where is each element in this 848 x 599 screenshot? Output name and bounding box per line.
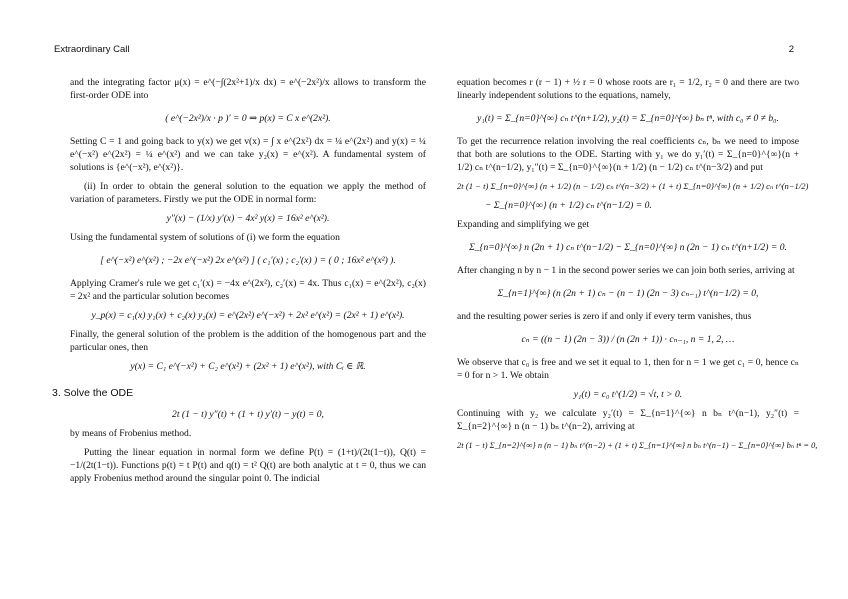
paragraph: Setting C = 1 and going back to y(x) we get v(x) = ∫ x e^(2x²) dx = ¼ e^(2x²) and y(x) = ¼ e^(−x²) e^(2x²) = ¼ e^(x²) and we can take y₂(x) = e^(x²). A fundamental system of solutions is {e^(−x²), e^(x²)}. xyxy=(70,136,426,173)
equation: cₙ = ((n − 1) (2n − 3)) / (n (2n + 1)) · cₙ₋₁, n = 1, 2, … xyxy=(521,334,735,345)
page-number: 2 xyxy=(788,44,794,55)
equation: − Σ_{n=0}^{∞} (n + 1/2) cₙ t^(n−1/2) = 0. xyxy=(485,200,652,211)
paragraph: (ii) In order to obtain the general solution to the equation we apply the method of variation of parameters. Firstly we put the ODE in normal form: xyxy=(70,181,426,205)
paragraph: and the resulting power series is zero if and only if every term vanishes, thus xyxy=(457,311,752,322)
running-header-title: Extraordinary Call xyxy=(54,44,130,55)
equation: y″(x) − (1/x) y′(x) − 4x² y(x) = 16x² e^(x²). xyxy=(166,213,330,224)
paragraph: We observe that c₀ is free and we set it equal to 1, then for n = 1 we get c₁ = 0, hence cₙ = 0 for n > 1. We obtain xyxy=(457,357,799,381)
paragraph: and the integrating factor μ(x) = e^(−∫(2x²+1)/x dx) = e^(−2x²)/x allows to transform the first-order ODE into xyxy=(70,77,426,101)
paragraph: Putting the linear equation in normal form we define P(t) = (1+t)/(2t(1−t)), Q(t) = −1/(2t(1−t)). Functions p(t) = t P(t) and q(t) = t² Q(t) are both analytic at t = 0, thus we can apply Frobenius method around the singular point 0. The indicial xyxy=(70,447,426,484)
paragraph: After changing n by n − 1 in the second power series we can join both series, arriving at xyxy=(457,265,795,276)
equation: y(x) = C₁ e^(−x²) + C₂ e^(x²) + (2x² + 1) e^(x²), with Cᵢ ∈ ℝ. xyxy=(130,361,366,372)
paragraph: To get the recurrence relation involving the real coefficients cₙ, bₙ we need to impose that both are solutions to the ODE. Starting with y₁ we do y₁′(t) = Σ_{n=0}^{∞}(n + 1/2) cₙ t^(n−1/2), y₁″(t) = Σ_{n=0}^{∞}(n + 1/2) (n − 1/2) cₙ t^(n−3/2) and put xyxy=(457,136,799,173)
paragraph: equation becomes r (r − 1) + ½ r = 0 whose roots are r₁ = 1/2, r₂ = 0 and there are two linearly independent solutions to the equations, namely, xyxy=(457,77,799,101)
section-heading: 3. Solve the ODE xyxy=(52,387,134,399)
left-column xyxy=(52,76,426,491)
right-column xyxy=(457,76,818,458)
paragraph: Finally, the general solution of the problem is the addition of the homogenous part and the particular ones, then xyxy=(70,329,426,353)
paragraph: Applying Cramer's rule we get c₁′(x) = −4x e^(2x²), c₂′(x) = 4x. Thus c₁(x) = e^(2x²), c₂(x) = 2x² and the particular solution becomes xyxy=(70,278,426,302)
equation: 2t (1 − t) Σ_{n=2}^{∞} n (n − 1) bₙ t^(n−2) + (1 + t) Σ_{n=1}^{∞} n bₙ t^(n−1) − Σ_{n=0}^{∞} bₙ tⁿ = 0, xyxy=(457,441,818,450)
paragraph: Continuing with y₂ we calculate y₂′(t) = Σ_{n=1}^{∞} n bₙ t^(n−1), y₂″(t) = Σ_{n=2}^{∞} n (n − 1) bₙ t^(n−2), arriving at xyxy=(457,408,799,432)
equation: y_p(x) = c₁(x) y₁(x) + c₂(x) y₂(x) = e^(2x²) e^(−x²) + 2x² e^(x²) = (2x² + 1) e^(x²). xyxy=(91,310,405,321)
equation: 2t (1 − t) y″(t) + (1 + t) y′(t) − y(t) = 0, xyxy=(172,409,324,420)
paragraph: Expanding and simplifying we get xyxy=(457,219,590,230)
paragraph: Using the fundamental system of solutions of (i) we form the equation xyxy=(70,232,340,243)
equation: y₁(t) = c₀ t^(1/2) = √t, t > 0. xyxy=(573,389,683,400)
equation: 2t (1 − t) Σ_{n=0}^{∞} (n + 1/2) (n − 1/2) cₙ t^(n−3/2) + (1 + t) Σ_{n=0}^{∞} (n + 1/2) cₙ t^(n−1/2) xyxy=(457,181,809,191)
matrix-equation: [ e^(−x²) e^(x²) ; −2x e^(−x²) 2x e^(x²) ] ( c₁′(x) ; c₂′(x) ) = ( 0 ; 16x² e^(x²) ). xyxy=(100,255,396,266)
equation: y₁(t) = Σ_{n=0}^{∞} cₙ t^(n+1/2), y₂(t) = Σ_{n=0}^{∞} bₙ tⁿ, with c₀ ≠ 0 ≠ b₀. xyxy=(477,113,779,124)
equation: ( e^(−2x²)/x · p )′ = 0 ⇒ p(x) = C x e^(2x²). xyxy=(165,113,331,124)
equation: Σ_{n=1}^{∞} (n (2n + 1) cₙ − (n − 1) (2n − 3) cₙ₋₁) t^(n−1/2) = 0, xyxy=(497,288,759,299)
paragraph: by means of Frobenius method. xyxy=(70,428,192,439)
equation: Σ_{n=0}^{∞} n (2n + 1) cₙ t^(n−1/2) − Σ_{n=0}^{∞} n (2n − 1) cₙ t^(n+1/2) = 0. xyxy=(469,242,787,253)
